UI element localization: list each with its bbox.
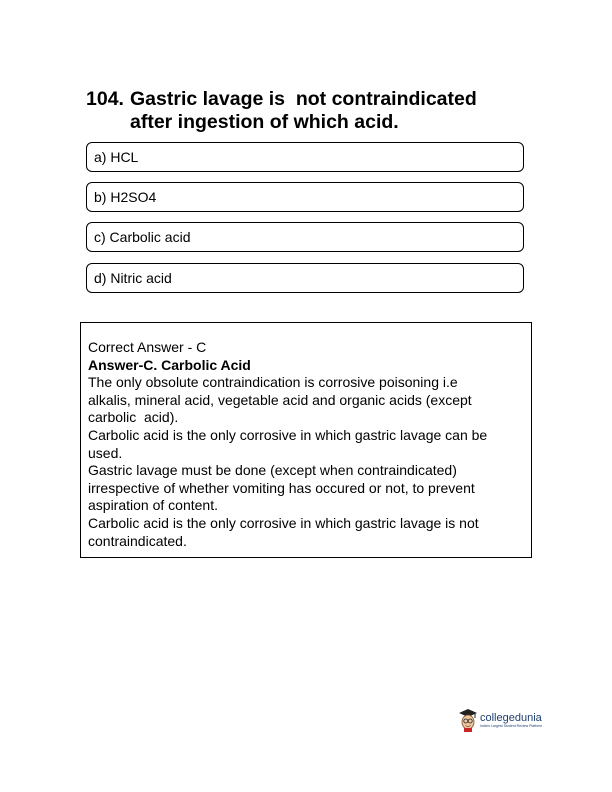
explanation-line: used. <box>88 444 123 461</box>
explanation-line: aspiration of content. <box>88 497 218 514</box>
logo-name: collegedunia <box>480 711 542 724</box>
question <box>86 88 546 134</box>
question-number: 104. <box>86 88 124 110</box>
logo-tagline: India's Largest Student Review Platform <box>480 723 543 728</box>
explanation-line: Gastric lavage must be done (except when contraindicated) <box>88 462 457 479</box>
question-text-line-1: Gastric lavage is not contraindicated <box>130 88 477 110</box>
correct-answer: Correct Answer - C <box>88 339 207 355</box>
option-d[interactable]: d) Nitric acid <box>86 263 524 293</box>
option-b[interactable]: b) H2SO4 <box>86 182 524 212</box>
explanation-line: Carbolic acid is the only corrosive in which gastric lavage can be <box>88 426 488 443</box>
explanation-line: The only obsolute contraindication is corrosive poisoning i.e <box>88 374 458 391</box>
explanation-line: carbolic acid). <box>88 409 179 426</box>
question-line-1 <box>86 88 546 111</box>
question-indent <box>86 111 130 134</box>
mascot-icon <box>458 708 478 732</box>
explanation-line: Carbolic acid is the only corrosive in which gastric lavage is not <box>88 514 479 531</box>
explanation-line: irrespective of whether vomiting has occured or not, to prevent <box>88 479 475 496</box>
collegedunia-logo <box>458 708 542 732</box>
question-text-line-2: after ingestion of which acid. <box>130 111 399 133</box>
answer-heading: Answer-C. Carbolic Acid <box>88 356 251 373</box>
explanation-line: contraindicated. <box>88 532 187 549</box>
answer-box <box>80 322 532 558</box>
option-c[interactable]: c) Carbolic acid <box>86 222 524 252</box>
logo-text <box>480 712 542 729</box>
option-a[interactable]: a) HCL <box>86 142 524 172</box>
explanation-line: alkalis, mineral acid, vegetable acid and organic acids (except <box>88 391 472 408</box>
question-line-2 <box>86 111 546 134</box>
